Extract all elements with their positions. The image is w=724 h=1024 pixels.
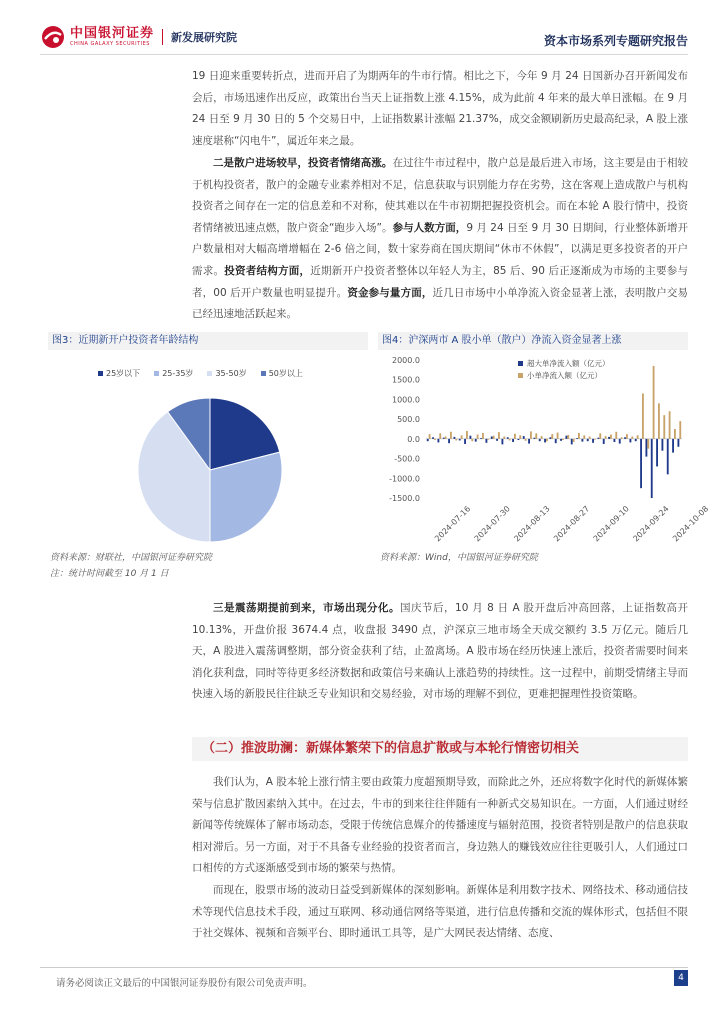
logo-cn-text: 中国银河证券 <box>70 26 155 41</box>
bar-small-order <box>578 433 580 439</box>
bar-small-order <box>658 403 660 438</box>
bar-large-order <box>549 437 551 439</box>
bar-small-order <box>621 437 623 439</box>
legend-label: 35-50岁 <box>215 369 247 378</box>
bar-small-order <box>642 394 644 439</box>
logo-en-text: CHINA GALAXY SECURITIES <box>70 41 150 47</box>
bar-large-order <box>544 439 546 443</box>
bar-large-order <box>624 437 626 439</box>
bar-large-order <box>581 439 583 442</box>
bar-small-order <box>615 432 617 439</box>
bar-small-order <box>471 439 473 441</box>
figure3-title: 图3：近期新开户投资者年龄结构 <box>48 332 368 350</box>
galaxy-logo-icon <box>40 24 66 50</box>
y-tick-label: 500.0 <box>397 415 420 425</box>
bar-small-order <box>519 435 521 439</box>
para2-body4: 近几日市场中小单净流入资金显著上涨，表明散户交易已经迅速地活跃起来。 <box>192 286 689 321</box>
footer-disclaimer: 请务必阅读正文最后的中国银河证券股份有限公司免责声明。 <box>56 978 313 989</box>
legend-swatch <box>518 373 523 378</box>
x-tick-label: 2024-10-08 <box>671 504 711 544</box>
bar-small-order <box>514 434 516 439</box>
bar-large-order <box>512 439 514 442</box>
institute-name: 新发展研究院 <box>171 31 238 44</box>
legend-swatch <box>207 371 212 376</box>
paragraph-2 <box>192 153 688 326</box>
figure3-note: 注：统计时间截至 10 月 1 日 <box>50 569 169 579</box>
footer-divider <box>40 967 688 968</box>
figure4-source: 资料来源：Wind，中国银河证券研究院 <box>380 553 538 563</box>
bar-small-order <box>445 436 447 438</box>
report-series-title: 资本市场系列专题研究报告 <box>543 34 688 48</box>
bar-large-order <box>677 439 679 447</box>
header-divider <box>40 54 688 55</box>
page-header <box>40 24 688 52</box>
bar-large-order <box>480 438 482 439</box>
bar-large-order <box>651 439 653 498</box>
bar-large-order <box>597 438 599 439</box>
y-tick-label: 0.0 <box>407 434 420 444</box>
bar-large-order <box>587 439 589 441</box>
legend-label: 25-35岁 <box>162 369 194 378</box>
y-tick-label: -500.0 <box>394 454 420 464</box>
bar-small-order <box>487 439 489 440</box>
figure3-source: 资料来源：财联社，中国银河证券研究院 <box>50 553 213 563</box>
x-tick-label: 2024-09-24 <box>631 504 671 544</box>
bar-large-order <box>539 439 541 441</box>
bar-small-order <box>482 433 484 439</box>
paragraph-3 <box>192 598 688 706</box>
figure3-legend <box>98 368 317 379</box>
logo <box>40 24 237 50</box>
y-tick-label: -1000.0 <box>389 474 420 484</box>
legend-label: 小单净流入额（亿元） <box>527 371 602 380</box>
bar-small-order <box>439 433 441 439</box>
bar-large-order <box>533 438 535 439</box>
para3-lead: 三是震荡期提前到来，市场出现分化。 <box>213 602 401 614</box>
bar-small-order <box>605 436 607 439</box>
para2-body1: 在过往牛市过程中，散户总是最后进入市场，这主要是由于相较于机构投资者，散户的金融专业素养相对不足，信息获取与识别能力存在劣势，这在客观上造成散户与机构投资者之间存在一定的信息差和不对称，使其难以在牛市初期把握投资机会。而在本轮 A 股行情中，投资者情绪被迅速点燃，散户资金“跑步入场”。 <box>192 157 689 234</box>
bar-small-order <box>647 439 649 449</box>
netflow-bar-chart <box>378 354 711 548</box>
bar-small-order <box>669 411 671 439</box>
para2-lead4: 资金参与量方面， <box>347 286 433 299</box>
bar-large-order <box>469 436 471 439</box>
bar-small-order <box>589 436 591 438</box>
legend-swatch <box>261 371 266 376</box>
para2-body2: 9 月 24 日至 9 月 30 日期间，行业整体新增开户数量相对大幅高增增幅在 2-6 倍之间，数十家券商在国庆期间“休市不休假”，以满足更多投资者的开户需求。 <box>192 221 688 277</box>
bar-small-order <box>535 433 537 439</box>
legend-item <box>207 368 246 379</box>
bar-small-order <box>653 366 655 439</box>
bar-small-order <box>594 439 596 440</box>
bar-small-order <box>477 435 479 439</box>
bar-large-order <box>667 439 669 474</box>
bar-small-order <box>509 439 511 441</box>
bar-small-order <box>546 439 548 441</box>
bar-small-order <box>573 439 575 442</box>
bar-large-order <box>491 436 493 438</box>
para2-lead2: 参与人数方面， <box>392 221 467 234</box>
x-tick-label: 2024-09-10 <box>591 504 631 544</box>
bar-small-order <box>631 436 633 438</box>
bar-small-order <box>663 415 665 439</box>
legend-swatch <box>154 371 159 376</box>
bar-large-order <box>592 439 594 443</box>
bar-small-order <box>557 433 559 439</box>
bar-large-order <box>464 439 466 444</box>
bar-large-order <box>560 439 562 441</box>
bar-large-order <box>603 439 605 444</box>
bar-large-order <box>443 438 445 439</box>
bar-small-order <box>551 434 553 439</box>
section-heading: （二）推波助澜：新媒体繁荣下的信息扩散或与本轮行情密切相关 <box>192 737 688 761</box>
bar-large-order <box>571 439 573 445</box>
para2-lead3: 投资者结构方面， <box>224 264 311 277</box>
bar-large-order <box>507 437 509 439</box>
legend-label: 超大单净流入额（亿元） <box>527 359 610 368</box>
bar-large-order <box>672 439 674 453</box>
bar-large-order <box>453 437 455 439</box>
bar-large-order <box>656 439 658 467</box>
bar-large-order <box>619 439 621 444</box>
bar-small-order <box>429 434 431 439</box>
paragraph-5 <box>192 880 688 945</box>
bar-small-order <box>450 432 452 439</box>
bar-small-order <box>567 435 569 439</box>
bar-small-order <box>541 436 543 439</box>
y-tick-label: -1500.0 <box>389 494 420 503</box>
bar-large-order <box>459 439 461 441</box>
bar-small-order <box>466 431 468 439</box>
bar-large-order <box>448 439 450 443</box>
paragraph-1 <box>192 66 688 152</box>
bar-small-order <box>503 436 505 438</box>
bar-large-order <box>427 439 429 441</box>
bar-large-order <box>523 436 525 439</box>
bar-small-order <box>679 421 681 439</box>
bar-small-order <box>525 439 527 441</box>
bar-small-order <box>674 429 676 439</box>
bar-large-order <box>475 439 477 442</box>
y-tick-label: 1000.0 <box>392 395 420 405</box>
para2-body3: 近期新开户投资者整体以年轻人为主，85 后、90 后正逐渐成为市场的主要参与者，00 后开户数量也明显提升。 <box>192 264 689 299</box>
bar-small-order <box>455 439 457 441</box>
x-tick-label: 2024-07-30 <box>472 504 512 544</box>
bar-large-order <box>613 439 615 442</box>
legend-item <box>261 368 303 379</box>
legend-swatch <box>98 371 103 376</box>
bar-large-order <box>496 439 498 441</box>
page-number: 4 <box>674 970 688 986</box>
bar-large-order <box>640 439 642 488</box>
y-tick-label: 1500.0 <box>392 375 420 385</box>
bar-small-order <box>434 439 436 440</box>
bar-large-order <box>629 439 631 443</box>
bar-small-order <box>461 435 463 439</box>
bar-large-order <box>528 439 530 444</box>
bar-small-order <box>493 436 495 439</box>
x-tick-label: 2024-08-13 <box>512 504 552 544</box>
bar-large-order <box>485 439 487 443</box>
logo-separator <box>162 29 163 45</box>
bar-small-order <box>637 435 639 439</box>
bar-small-order <box>626 434 628 439</box>
bar-large-order <box>501 439 503 445</box>
age-pie-chart <box>130 390 290 550</box>
bar-small-order <box>599 433 601 439</box>
figure4-title: 图4：沪深两市 A 股小单（散户）净流入资金显著上涨 <box>378 332 688 350</box>
bar-large-order <box>576 438 578 439</box>
legend-label: 25岁以下 <box>106 369 141 378</box>
bar-small-order <box>610 435 612 439</box>
x-tick-label: 2024-07-16 <box>433 504 473 544</box>
bar-large-order <box>645 439 647 457</box>
bar-small-order <box>562 439 564 440</box>
y-tick-label: 2000.0 <box>392 356 420 365</box>
paragraph-1-text: 19 日迎来重要转折点，进而开启了为期两年的牛市行情。相比之下，今年 9 月 24 日国新办召开新闻发布会后，市场迅速作出反应，政策出台当天上证指数上涨 4.15%，成为此前 4 年来的最大单日涨幅。在 9 月 24 日至 9 月 30 日的 5 个交易日中，上证指数累计涨幅 21.37%，成交金额刷新历史最高纪录，A 股上涨速度堪称“闪电牛”，属近年来之最。 <box>192 70 688 147</box>
bar-large-order <box>555 439 557 443</box>
bar-large-order <box>517 439 519 440</box>
bar-large-order <box>437 439 439 443</box>
bar-large-order <box>565 436 567 439</box>
para3-body: 国庆节后，10 月 8 日 A 股开盘后冲高回落，上证指数高开 10.13%，开盘价报 3674.4 点，收盘报 3490 点，沪深京三地市场全天成交额约 3.5 万亿元。随后几天，A 股进入震荡调整期，部分资金获利了结，止盈离场。A 股市场在经历快速上涨后，投资者需要时间来消化获利盘，同时等待更多经济数据和政策信号来确认上涨趋势的持续性。这一过程中，前期受情绪主导而快速入场的新股民往往缺乏专业知识和交易经验，对市场的理解不到位，更难把握理性投资策略。 <box>192 602 688 701</box>
bar-large-order <box>661 439 663 451</box>
para2-lead: 二是散户进场较早，投资者情绪高涨。 <box>213 157 393 169</box>
legend-swatch <box>518 361 523 366</box>
paragraph-5-text: 而现在，股票市场的波动日益受到新媒体的深刻影响。新媒体是利用数字技术、网络技术、移动通信技术等现代信息技术手段，通过互联网、移动通信网络等渠道，进行信息传播和交流的媒体形式，包括但不限于社交媒体、视频和音频平台、即时通讯工具等，是广大网民表达情绪、态度、 <box>192 884 688 940</box>
legend-label: 50岁以上 <box>268 369 303 378</box>
legend-item <box>98 368 140 379</box>
legend-item <box>154 368 193 379</box>
bar-large-order <box>432 437 434 439</box>
x-tick-label: 2024-08-27 <box>552 504 592 544</box>
bar-large-order <box>635 439 637 441</box>
bar-small-order <box>530 431 532 438</box>
paragraph-4 <box>192 772 688 880</box>
bar-small-order <box>498 432 500 439</box>
paragraph-4-text: 我们认为，A 股本轮上涨行情主要由政策力度超预期导致，而除此之外，还应将数字化时代的新媒体繁荣与信息扩散因素纳入其中。在过去，牛市的到来往往伴随有一种新式交易知识在。一方面，人们通过财经新闻等传统媒体了解市场动态，受限于传统信息媒介的传播速度与辐射范围，投资者特别是散户的信息获取相对滞后。另一方面，对于不具备专业经验的投资者而言，身边熟人的赚钱效应往往更吸引人，人们通过口口相传的方式逐渐感受到市场的繁荣与热情。 <box>192 776 688 875</box>
bar-small-order <box>583 435 585 439</box>
bar-large-order <box>608 437 610 439</box>
